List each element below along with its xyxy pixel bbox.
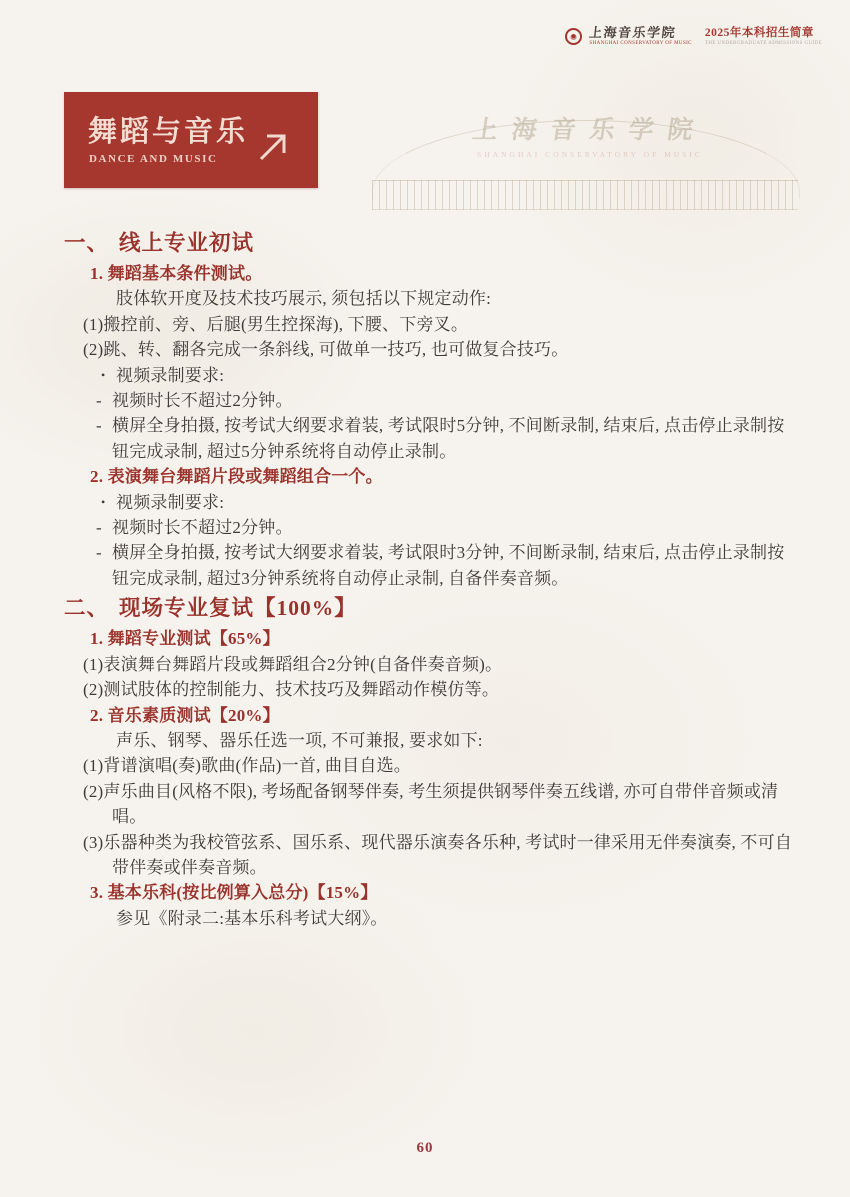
- dash-marker: -: [96, 518, 102, 538]
- bullet-marker: •: [101, 367, 106, 382]
- dash-line: [64, 388, 798, 413]
- dash-marker: -: [96, 391, 102, 411]
- banner-subtitle: DANCE AND MUSIC: [89, 153, 218, 165]
- gate-arch-outline: [372, 120, 800, 199]
- watermark-school-name-en: SHANGHAI CONSERVATORY OF MUSIC: [477, 150, 703, 159]
- dash-marker: -: [96, 416, 102, 436]
- item-heading: 1. 舞蹈专业测试【65%】: [90, 629, 280, 649]
- dash-marker: -: [96, 543, 102, 563]
- section-title: 现场专业复试【100%】: [119, 596, 357, 621]
- line-text: 视频录制要求:: [116, 492, 225, 512]
- body-line: (2)声乐曲目(风格不限), 考场配备钢琴伴奏, 考生须提供钢琴伴奏五线谱, 亦可自带伴音频或清唱。: [83, 781, 779, 827]
- page-number: 60: [416, 1140, 434, 1156]
- section-banner: [64, 92, 318, 188]
- body-line: (2)跳、转、翻各完成一条斜线, 可做单一技巧, 也可做复合技巧。: [83, 340, 569, 360]
- school-emblem-icon: [565, 28, 582, 45]
- item-heading: 1. 舞蹈基本条件测试。: [90, 264, 263, 283]
- section-1-heading: [64, 228, 798, 258]
- masthead-school: [589, 26, 692, 47]
- line-text: 横屏全身拍摄, 按考试大纲要求着装, 考试限时5分钟, 不间断录制, 结束后, 点击停止录制按钮完成录制, 超过5分钟系统将自动停止录制。: [112, 416, 785, 461]
- body-line: 声乐、钢琴、器乐任选一项, 不可兼报, 要求如下:: [116, 730, 483, 750]
- bullet-line: [64, 363, 798, 388]
- item-heading: 3. 基本乐科(按比例算入总分)【15%】: [90, 883, 378, 903]
- masthead: [565, 26, 822, 47]
- section-number: 一、: [64, 231, 110, 255]
- dash-line: [64, 540, 798, 591]
- body-line: 参见《附录二:基本乐科考试大纲》。: [116, 908, 388, 928]
- brochure-title-cn: 2025年本科招生简章: [704, 27, 814, 39]
- body-line: (1)背谱演唱(奏)歌曲(作品)一首, 曲目自选。: [83, 756, 411, 776]
- line-text: 横屏全身拍摄, 按考试大纲要求着装, 考试限时3分钟, 不间断录制, 结束后, 点击停止录制按钮完成录制, 超过3分钟系统将自动停止录制, 自备伴奏音频。: [112, 543, 785, 588]
- body-line: (1)搬控前、旁、后腿(男生控探海), 下腰、下旁叉。: [83, 314, 469, 334]
- brochure-title-en: THE UNDERGRADUATE ADMISSIONS GUIDE: [704, 41, 822, 46]
- masthead-brochure: [705, 26, 822, 47]
- line-text: 视频时长不超过2分钟。: [112, 518, 293, 538]
- body-line: (1)表演舞台舞蹈片段或舞蹈组合2分钟(自备伴奏音频)。: [83, 654, 503, 674]
- dash-line: [64, 413, 798, 464]
- body-line: (2)测试肢体的控制能力、技术技巧及舞蹈动作模仿等。: [83, 680, 500, 700]
- watermark-school-name-cn: 上海音乐学院: [470, 117, 709, 144]
- body-line: 肢体软开度及技术技巧展示, 须包括以下规定动作:: [116, 289, 492, 309]
- section-2-heading: [64, 593, 798, 623]
- banner-title: 舞蹈与音乐: [88, 116, 249, 148]
- gate-fence: [372, 180, 798, 210]
- dash-line: [64, 515, 798, 540]
- line-text: 视频时长不超过2分钟。: [112, 391, 293, 411]
- line-text: 视频录制要求:: [116, 365, 225, 385]
- section-title: 线上专业初试: [119, 231, 255, 255]
- arrow-up-right-icon: [254, 128, 292, 166]
- school-name-en: SHANGHAI CONSERVATORY OF MUSIC: [589, 41, 692, 46]
- school-name-cn: 上海音乐学院: [588, 25, 678, 40]
- body-line: (3)乐器种类为我校管弦系、国乐系、现代器乐演奏各乐种, 考试时一律采用无伴奏演奏, 不可自带伴奏或伴奏音频。: [83, 832, 793, 877]
- bullet-line: [64, 490, 798, 515]
- item-heading: 2. 表演舞台舞蹈片段或舞蹈组合一个。: [90, 467, 383, 487]
- item-heading: 2. 音乐素质测试【20%】: [90, 705, 280, 725]
- bullet-marker: •: [101, 494, 106, 509]
- section-number: 二、: [64, 596, 110, 621]
- campus-gate-watermark: [372, 92, 798, 210]
- content-lines: [64, 226, 798, 931]
